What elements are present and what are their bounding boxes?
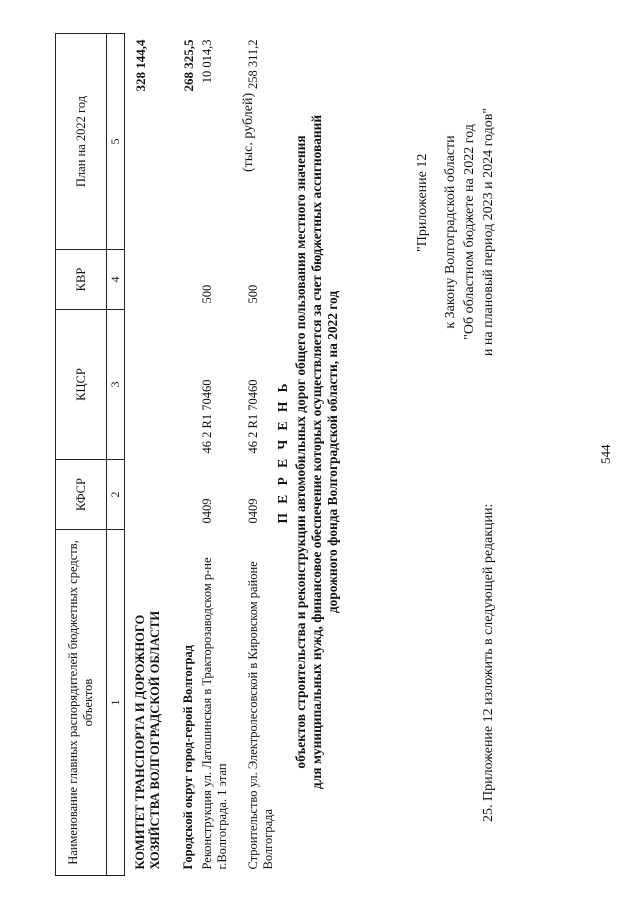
row-kcsr: 46 2 R1 70460 bbox=[246, 379, 260, 454]
appendix-line-2: "Об областном бюджете на 2022 год bbox=[462, 124, 477, 340]
appendix-line-1: к Закону Волгоградской области bbox=[443, 135, 458, 329]
row-kfsr: 0409 bbox=[200, 498, 214, 524]
header-kfsr: КФСР bbox=[56, 460, 107, 530]
row-kvr bbox=[131, 250, 165, 310]
budget-table bbox=[55, 33, 278, 876]
row-plan: 10 014,3 bbox=[200, 39, 214, 84]
column-number: 1 bbox=[107, 530, 125, 876]
row-kcsr bbox=[179, 310, 198, 460]
appendix-reference bbox=[441, 52, 498, 412]
amendment-intro: 25. Приложение 12 изложить в следующей редакции: bbox=[481, 503, 496, 822]
column-number: 5 bbox=[107, 34, 125, 250]
row-kfsr bbox=[131, 460, 165, 530]
title-line-3: дорожного фонда Волгоградской области, на 2022 год bbox=[325, 290, 340, 614]
document-page bbox=[15, 12, 625, 892]
header-kvr: КВР bbox=[56, 250, 107, 310]
row-name: Городской округ город-герой Волгоград bbox=[181, 644, 195, 870]
column-number-row bbox=[107, 34, 125, 876]
row-kcsr: 46 2 R1 70460 bbox=[200, 379, 214, 454]
table-row bbox=[179, 34, 198, 876]
row-plan: 258 311,2 bbox=[246, 39, 260, 90]
table-row bbox=[131, 34, 165, 876]
title-heading: П Е Р Е Ч Е Н Ь bbox=[275, 380, 290, 524]
table-row bbox=[244, 34, 278, 876]
row-plan: 268 325,5 bbox=[181, 39, 196, 92]
row-name: Строительство ул. Электролесовской в Кировском районе Волгограда bbox=[246, 561, 275, 870]
row-plan: 328 144,4 bbox=[133, 39, 148, 92]
table-header-row bbox=[56, 34, 107, 876]
title-line-2: для муниципальных нужд, финансовое обеспечение которых осуществляется за счет бюджетных ассигнований bbox=[309, 114, 324, 790]
column-number: 2 bbox=[107, 460, 125, 530]
column-number: 3 bbox=[107, 310, 125, 460]
title-line-1: объектов строительства и реконструкции автомобильных дорог общего пользования местного значения bbox=[293, 135, 308, 769]
row-kfsr bbox=[179, 460, 198, 530]
units-label: (тыс. рублей) bbox=[241, 92, 256, 172]
table-row bbox=[198, 34, 232, 876]
header-plan: План на 2022 год bbox=[56, 34, 107, 250]
column-number: 4 bbox=[107, 250, 125, 310]
document-title bbox=[275, 52, 341, 852]
appendix-label: "Приложение 12 bbox=[415, 153, 430, 252]
row-kvr bbox=[179, 250, 198, 310]
row-kvr: 500 bbox=[246, 284, 260, 304]
header-kcsr: КЦСР bbox=[56, 310, 107, 460]
header-name: Наименование главных распорядителей бюджетных средств, объектов bbox=[56, 530, 107, 876]
page-number: 544 bbox=[598, 444, 613, 464]
appendix-line-3: и на плановый период 2023 и 2024 годов" bbox=[481, 107, 496, 357]
row-name: Реконструкция ул. Латошинская в Тракторозаводском р-не г.Волгограда. 1 этап bbox=[200, 557, 229, 870]
row-kcsr bbox=[131, 310, 165, 460]
row-name: КОМИТЕТ ТРАНСПОРТА И ДОРОЖНОГО ХОЗЯЙСТВА ВОЛГОГРАДСКОЙ ОБЛАСТИ bbox=[133, 610, 162, 870]
row-kvr: 500 bbox=[200, 284, 214, 304]
row-kfsr: 0409 bbox=[246, 498, 260, 524]
